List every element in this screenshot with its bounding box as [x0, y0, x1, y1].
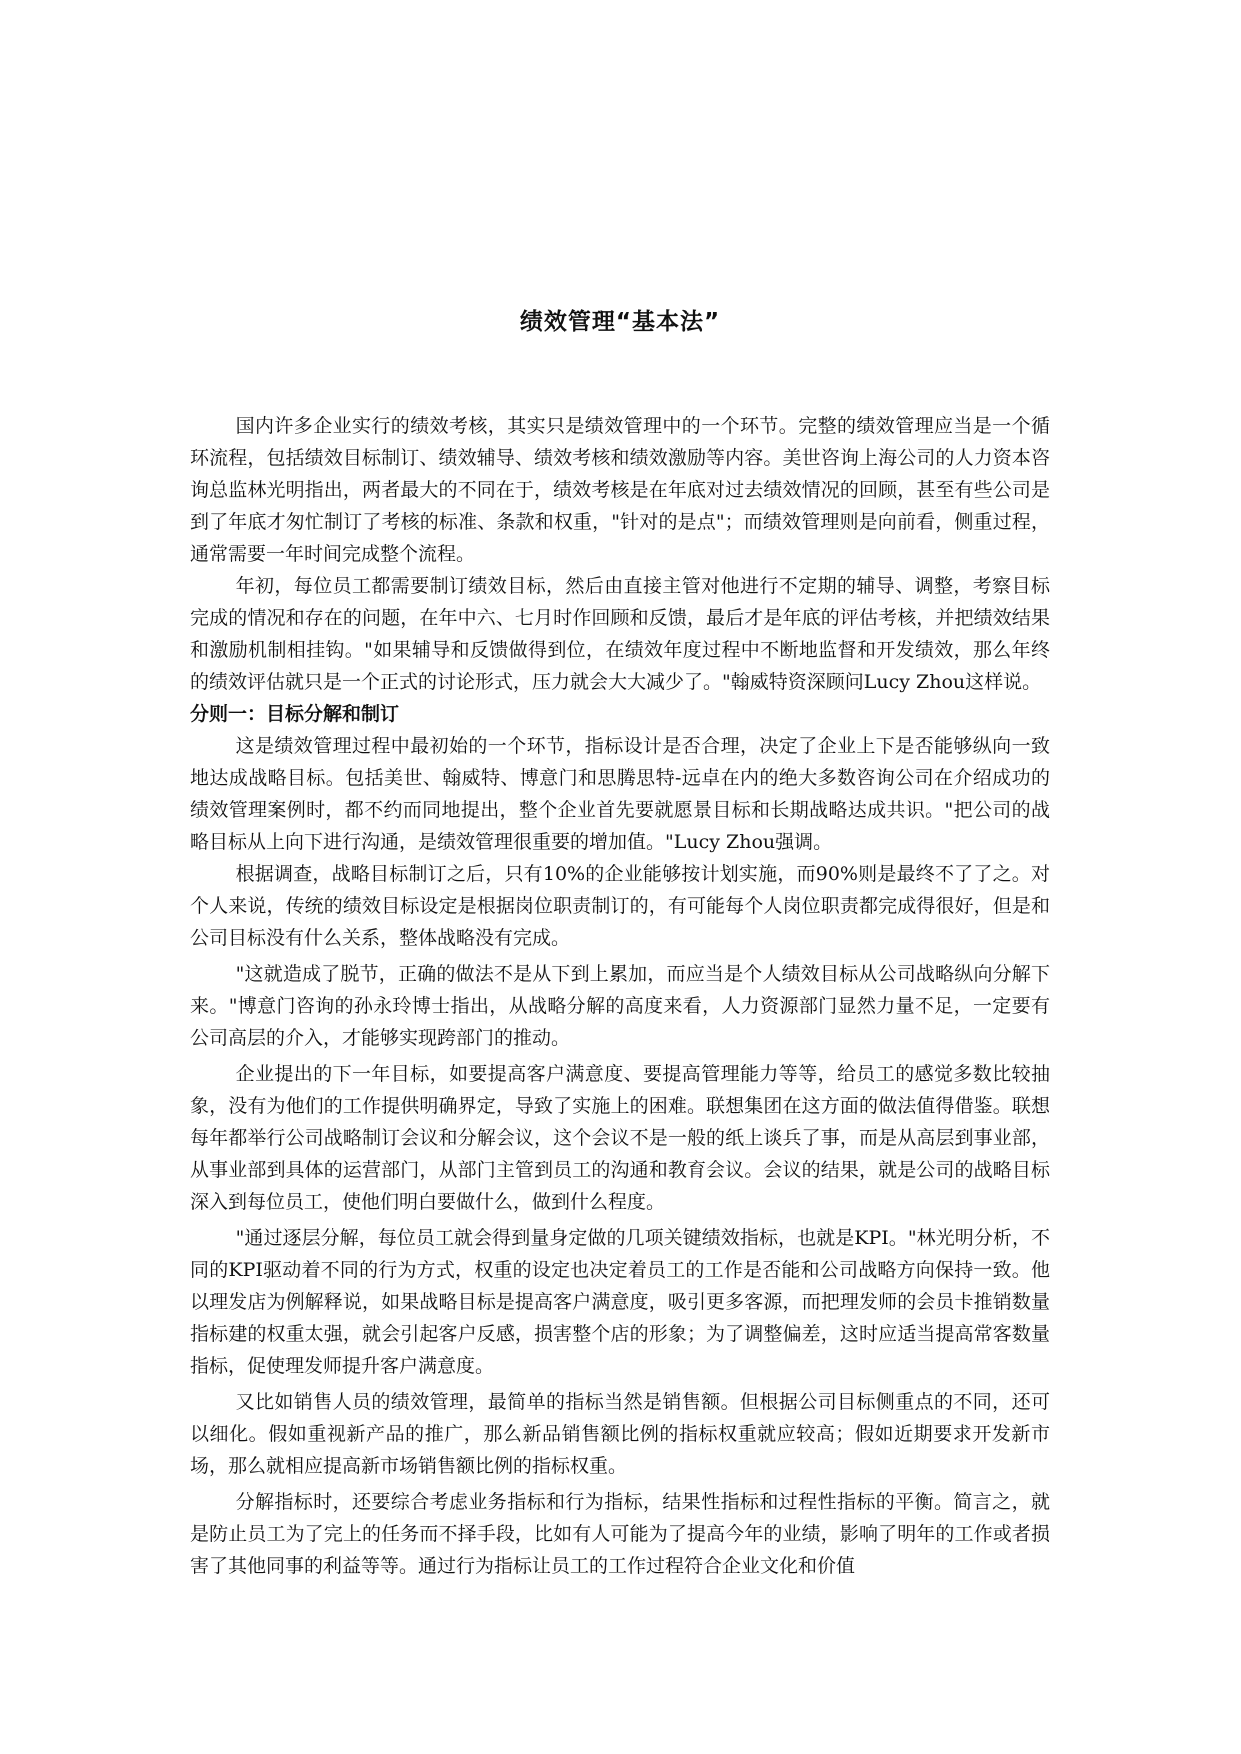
document-page — [190, 306, 1050, 1582]
paragraph-section1-7: 分解指标时，还要综合考虑业务指标和行为指标，结果性指标和过程性指标的平衡。简言之，就是防止员工为了完上的任务而不择手段，比如有人可能为了提高今年的业绩，影响了明年的工作或者损害了其他同事的利益等等。通过行为指标让员工的工作过程符合企业文化和价值 — [190, 1491, 1050, 1577]
paragraph-intro-1: 国内许多企业实行的绩效考核，其实只是绩效管理中的一个环节。完整的绩效管理应当是一个循环流程，包括绩效目标制订、绩效辅导、绩效考核和绩效激励等内容。美世咨询上海公司的人力资本咨询总监林光明指出，两者最大的不同在于，绩效考核是在年底对过去绩效情况的回顾，甚至有些公司是到了年底才匆忙制订了考核的标准、条款和权重，"针对的是点"；而绩效管理则是向前看，侧重过程，通常需要一年时间完成整个流程。 — [190, 415, 1050, 565]
paragraph-intro-2: 年初，每位员工都需要制订绩效目标，然后由直接主管对他进行不定期的辅导、调整，考察目标完成的情况和存在的问题，在年中六、七月时作回顾和反馈，最后才是年底的评估考核，并把绩效结果和激励机制相挂钩。"如果辅导和反馈做得到位，在绩效年度过程中不断地监督和开发绩效，那么年终的绩效评估就只是一个正式的讨论形式，压力就会大大减少了。"翰威特资深顾问Lucy Zhou这样说。 — [190, 575, 1050, 693]
paragraph-section1-5: "通过逐层分解，每位员工就会得到量身定做的几项关键绩效指标，也就是KPI。"林光明分析，不同的KPI驱动着不同的行为方式，权重的设定也决定着员工的工作是否能和公司战略方向保持一致。他以理发店为例解释说，如果战略目标是提高客户满意度，吸引更多客源，而把理发师的会员卡推销数量指标建的权重太强，就会引起客户反感，损害整个店的形象；为了调整偏差，这时应适当提高常客数量指标，促使理发师提升客户满意度。 — [190, 1227, 1050, 1377]
paragraph-section1-1: 这是绩效管理过程中最初始的一个环节，指标设计是否合理，决定了企业上下是否能够纵向一致地达成战略目标。包括美世、翰威特、博意门和思腾思特-远卓在内的绝大多数咨询公司在介绍成功的绩效管理案例时，都不约而同地提出，整个企业首先要就愿景目标和长期战略达成共识。"把公司的战略目标从上向下进行沟通，是绩效管理很重要的增加值。"Lucy Zhou强调。 — [190, 735, 1050, 853]
paragraph-section1-2: 根据调查，战略目标制订之后，只有10%的企业能够按计划实施，而90%则是最终不了了之。对个人来说，传统的绩效目标设定是根据岗位职责制订的，有可能每个人岗位职责都完成得很好，但是和公司目标没有什么关系，整体战略没有完成。 — [190, 863, 1050, 949]
document-title: 绩效管理“基本法” — [519, 309, 721, 335]
section-heading-1: 分则一：目标分解和制订 — [190, 703, 400, 725]
paragraph-section1-6: 又比如销售人员的绩效管理，最简单的指标当然是销售额。但根据公司目标侧重点的不同，还可以细化。假如重视新产品的推广，那么新品销售额比例的指标权重就应较高；假如近期要求开发新市场，那么就相应提高新市场销售额比例的指标权重。 — [190, 1391, 1050, 1477]
paragraph-section1-3: "这就造成了脱节，正确的做法不是从下到上累加，而应当是个人绩效目标从公司战略纵向分解下来。"博意门咨询的孙永玲博士指出，从战略分解的高度来看，人力资源部门显然力量不足，一定要有公司高层的介入，才能够实现跨部门的推动。 — [190, 963, 1050, 1049]
paragraph-section1-4: 企业提出的下一年目标，如要提高客户满意度、要提高管理能力等等，给员工的感觉多数比较抽象，没有为他们的工作提供明确界定，导致了实施上的困难。联想集团在这方面的做法值得借鉴。联想每年都举行公司战略制订会议和分解会议，这个会议不是一般的纸上谈兵了事，而是从高层到事业部，从事业部到具体的运营部门，从部门主管到员工的沟通和教育会议。会议的结果，就是公司的战略目标深入到每位员工，使他们明白要做什么，做到什么程度。 — [190, 1063, 1050, 1213]
